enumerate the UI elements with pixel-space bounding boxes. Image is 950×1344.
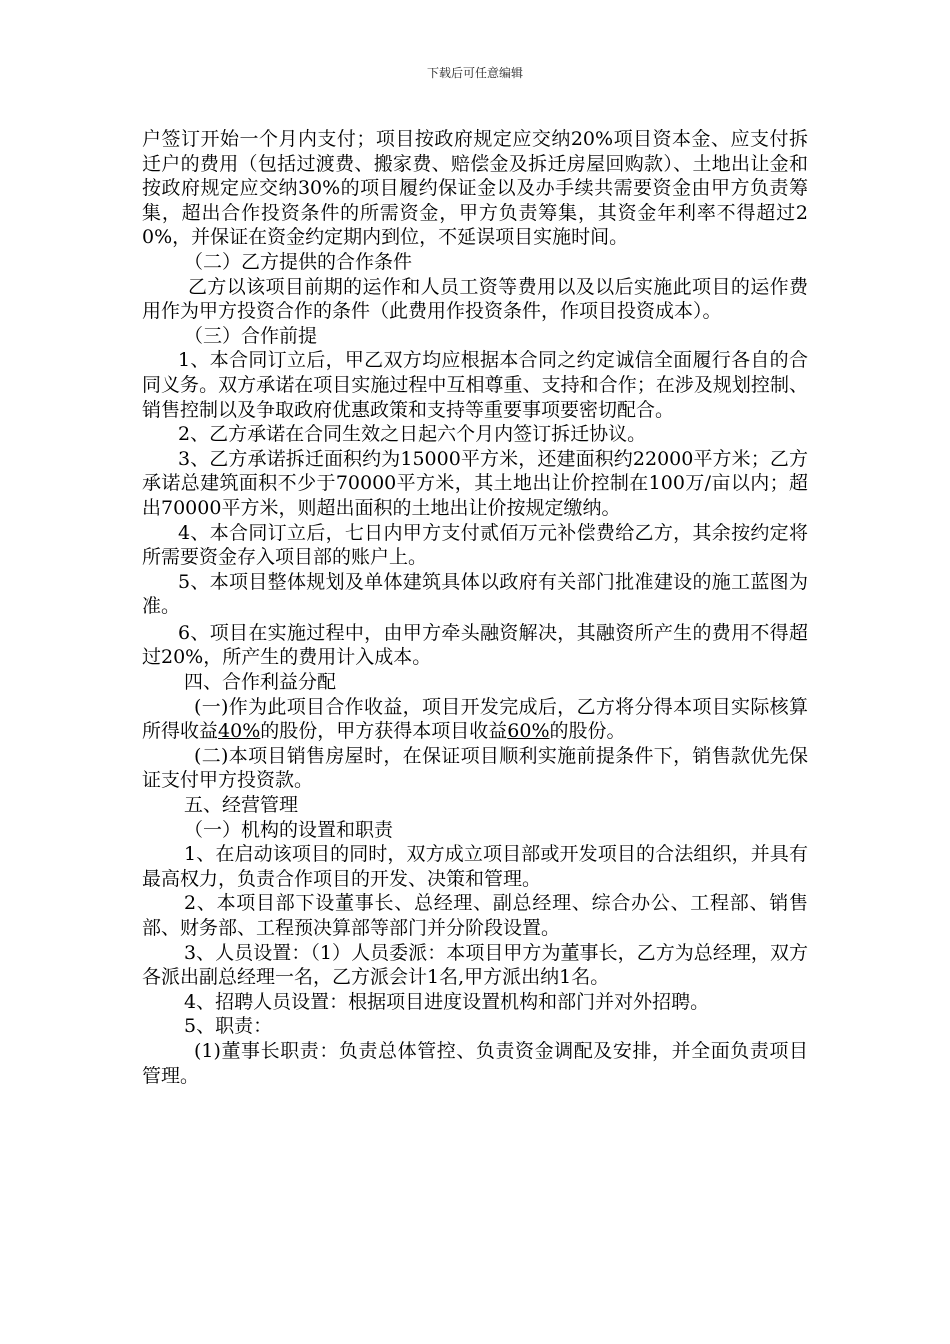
heading-organization: （一）机构的设置和职责 xyxy=(184,818,394,841)
profit-1-text-c: 的股份。 xyxy=(549,720,626,743)
party-b-share: 40% xyxy=(218,720,261,743)
paragraph-funding: 户签订开始一个月内支付；项目按政府规定应交纳20%项目资本金、应支付拆迁户的费用（包括过渡费、搬家费、赔偿金及拆迁房屋回购款）、土地出让金和按政府规定应交纳30%的项目履约保证金以及办手续共需要资金由甲方负责筹集，超出合作投资条件的所需资金，甲方负责筹集，其资金年利率不得超过20%，并保证在资金约定期内到位，不延误项目实施时间。 xyxy=(142,128,808,249)
paragraph-premise-3: 3、乙方承诺拆迁面积约为15000平方米，还建面积约22000平方米；乙方承诺总建筑面积不少于70000平方米，其土地出让价控制在100万/亩以内；超出70000平方米，则超出面积的土地出让价按规定缴纳。 xyxy=(142,447,808,519)
profit-1-text-b: 的股份，甲方获得本项目收益 xyxy=(260,720,508,743)
party-a-share: 60% xyxy=(507,720,550,743)
paragraph-profit-2: (二)本项目销售房屋时，在保证项目顺利实施前提条件下，销售款优先保证支付甲方投资款。 xyxy=(142,744,808,792)
heading-party-b-conditions: （二）乙方提供的合作条件 xyxy=(184,250,413,273)
paragraph-organization-2: 2、本项目部下设董事长、总经理、副总经理、综合办公、工程部、销售部、财务部、工程预决算部等部门并分阶段设置。 xyxy=(142,892,808,939)
paragraph-premise-6: 6、项目在实施过程中，由甲方牵头融资解决，其融资所产生的费用不得超过20%，所产生的费用计入成本。 xyxy=(142,621,808,669)
paragraph-organization-3: 3、人员设置：（1）人员委派：本项目甲方为董事长，乙方为总经理，双方各派出副总经理一名，乙方派会计1名,甲方派出纳1名。 xyxy=(142,941,808,989)
profit-1-text-a: (一)作为此项目合作收益，项目开发完成后，乙方将分得本项目实际核算所得收益 xyxy=(142,695,808,743)
paragraph-premise-4: 4、本合同订立后，七日内甲方支付贰佰万元补偿费给乙方，其余按约定将所需要资金存入项目部的账户上。 xyxy=(142,521,808,569)
paragraph-organization-4: 4、招聘人员设置：根据项目进度设置机构和部门并对外招聘。 xyxy=(184,990,710,1013)
paragraph-profit-1 xyxy=(142,695,808,744)
heading-cooperation-premise: （三）合作前提 xyxy=(184,324,318,347)
paragraph-premise-5: 5、本项目整体规划及单体建筑具体以政府有关部门批准建设的施工蓝图为准。 xyxy=(142,570,808,618)
paragraph-premise-1: 1、本合同订立后，甲乙双方均应根据本合同之约定诚信全面履行各自的合同义务。双方承诺在项目实施过程中互相尊重、支持和合作；在涉及规划控制、销售控制以及争取政府优惠政策和支持等重要事项要密切配合。 xyxy=(142,349,808,421)
paragraph-organization-5: 5、职责： xyxy=(184,1015,273,1038)
heading-operation-management: 五、经营管理 xyxy=(184,794,299,817)
heading-profit-distribution: 四、合作利益分配 xyxy=(184,671,337,694)
paragraph-party-b-conditions: 乙方以该项目前期的运作和人员工资等费用以及以后实施此项目的运作费用作为甲方投资合作的条件（此费用作投资条件，作项目投资成本）。 xyxy=(142,275,808,323)
document-body xyxy=(142,127,808,1088)
page-header: 下载后可任意编辑 xyxy=(426,66,523,80)
paragraph-premise-2: 2、乙方承诺在合同生效之日起六个月内签订拆迁协议。 xyxy=(178,423,647,446)
paragraph-chairman-duties: (1)董事长职责：负责总体管控、负责资金调配及安排，并全面负责项目管理。 xyxy=(142,1039,808,1087)
paragraph-organization-1: 1、在启动该项目的同时，双方成立项目部或开发项目的合法组织，并具有最高权力，负责合作项目的开发、决策和管理。 xyxy=(142,843,808,890)
